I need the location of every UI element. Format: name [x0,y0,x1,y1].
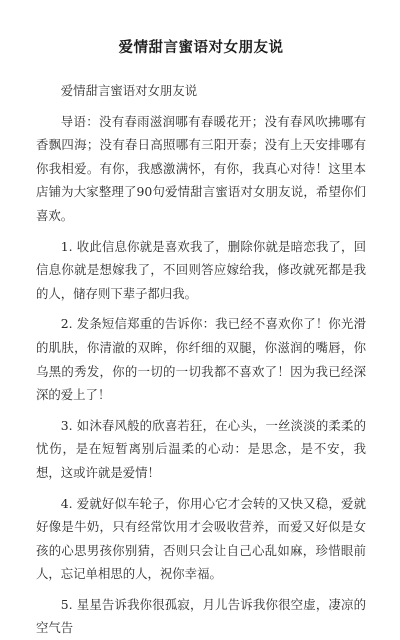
paragraph-3: 3. 如沐春风般的欣喜若狂，在心头，一丝淡淡的柔柔的忧伤，是在短暂离别后温柔的心动：是思念，是不安，我想，这或许就是爱情！ [36,417,366,480]
paragraph-4: 4. 爱就好似车轮子，你用心它才会转的又快又稳，爱就好像是牛奶，只有经常饮用才会吸收营养，而爱又好似是女孩的心思男孩你别猜，否则只会让自己心乱如麻，珍惜眼前人，忘记单相思的人，祝你幸福。 [36,495,366,582]
paragraph-1: 1. 收此信息你就是喜欢我了，删除你就是暗恋我了，回信息你就是想嫁我了，不回则答应嫁给我，修改就死都是我的人，储存则下辈子都归我。 [36,238,366,301]
paragraph-5: 5. 星星告诉我你很孤寂，月儿告诉我你很空虚，凄凉的空气告 [36,596,366,636]
document-subheading: 爱情甜言蜜语对女朋友说 [60,83,198,98]
paragraph-2: 2. 发条短信郑重的告诉你：我已经不喜欢你了！你光滑的肌肤，你清澈的双眸，你纤细的双腿，你滋润的嘴唇，你乌黑的秀发，你的一切的一切我都不喜欢了！因为我已经深深的爱上了！ [36,316,366,403]
intro-paragraph: 导语：没有春雨滋润哪有春暖花开；没有春风吹拂哪有香飘四海；没有春日高照哪有三阳开泰；没有上天安排哪有你我相爱。有你，我感激满怀，有你，我真心对待！这里本店铺为大家整理了90句爱情甜言蜜语对女朋友说，希望你们喜欢。 [36,113,366,223]
document-title: 爱情甜言蜜语对女朋友说 [118,40,284,56]
